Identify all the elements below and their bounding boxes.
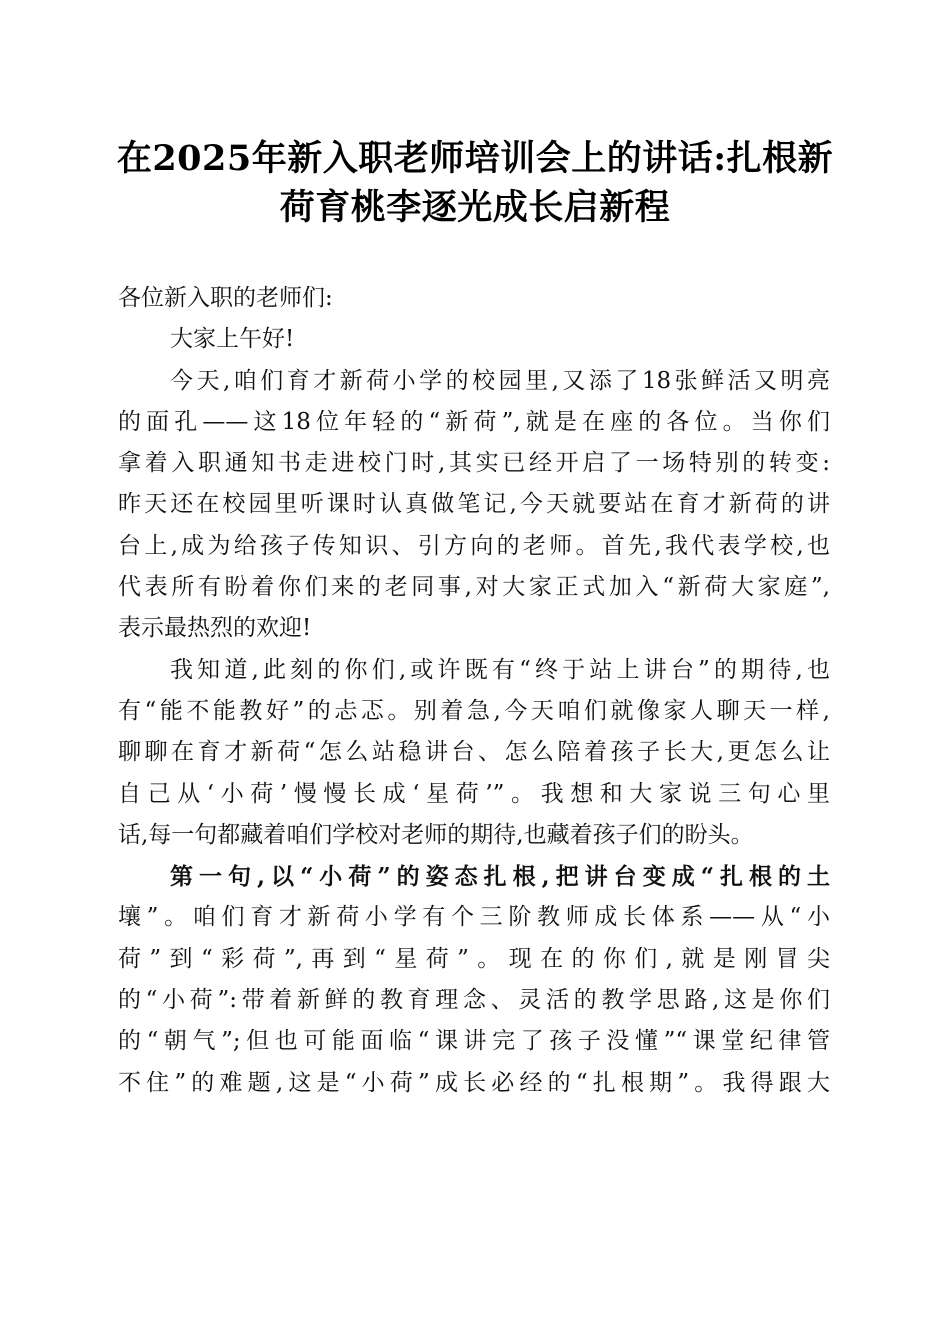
paragraph-line: 昨天还在校园里听课时认真做笔记,今天就要站在育才新荷的讲 [118, 491, 830, 518]
document-title [110, 134, 840, 232]
paragraph-line: 拿着入职通知书走进校门时,其实已经开启了一场特别的转变: [118, 450, 830, 477]
paragraph-line: 台上,成为给孩子传知识、引方向的老师。首先,我代表学校,也 [118, 532, 830, 559]
paragraph-heading: 第一句,以“小荷”的姿态扎根,把讲台变成“扎根的土 [170, 863, 830, 891]
paragraph-line: 有“能不能教好”的忐忑。别着急,今天咱们就像家人聊天一样, [118, 697, 830, 724]
paragraph-line: 代表所有盼着你们来的老同事,对大家正式加入“新荷大家庭”, [118, 574, 830, 601]
paragraph-line: 聊聊在育才新荷“怎么站稳讲台、怎么陪着孩子长大,更怎么让 [118, 739, 830, 766]
paragraph-line: 不住”的难题,这是“小荷”成长必经的“扎根期”。我得跟大 [118, 1069, 830, 1096]
greeting: 大家上午好! [170, 326, 295, 353]
document-body [118, 278, 830, 1104]
paragraph-3 [118, 856, 830, 1104]
paragraph-line: 自己从‘小荷’慢慢长成‘星荷’”。我想和大家说三句心里 [118, 780, 830, 807]
paragraph-1 [118, 361, 830, 650]
paragraph-line: 的“小荷”:带着新鲜的教育理念、灵活的教学思路,这是你们 [118, 987, 830, 1014]
paragraph-2 [118, 650, 830, 856]
paragraph-line: 壤”。咱们育才新荷小学有个三阶教师成长体系——从“小 [118, 904, 830, 931]
paragraph-line: 荷”到“彩荷”,再到“星荷”。现在的你们,就是刚冒尖 [118, 945, 830, 972]
paragraph-line: 我知道,此刻的你们,或许既有“终于站上讲台”的期待,也 [170, 656, 830, 683]
paragraph-line: 的“朝气”;但也可能面临“课讲完了孩子没懂”“课堂纪律管 [118, 1028, 830, 1055]
title-line-1: 在2025年新入职老师培训会上的讲话:扎根新 [116, 138, 834, 179]
paragraph-line: 今天,咱们育才新荷小学的校园里,又添了18张鲜活又明亮 [170, 367, 830, 394]
paragraph-line: 表示最热烈的欢迎! [118, 615, 312, 642]
paragraph-line: 话,每一句都藏着咱们学校对老师的期待,也藏着孩子们的盼头。 [118, 821, 754, 848]
title-line-2: 荷育桃李逐光成长启新程 [279, 187, 671, 228]
paragraph-line: 的面孔——这18位年轻的“新荷”,就是在座的各位。当你们 [118, 408, 830, 435]
salutation: 各位新入职的老师们: [118, 285, 333, 311]
